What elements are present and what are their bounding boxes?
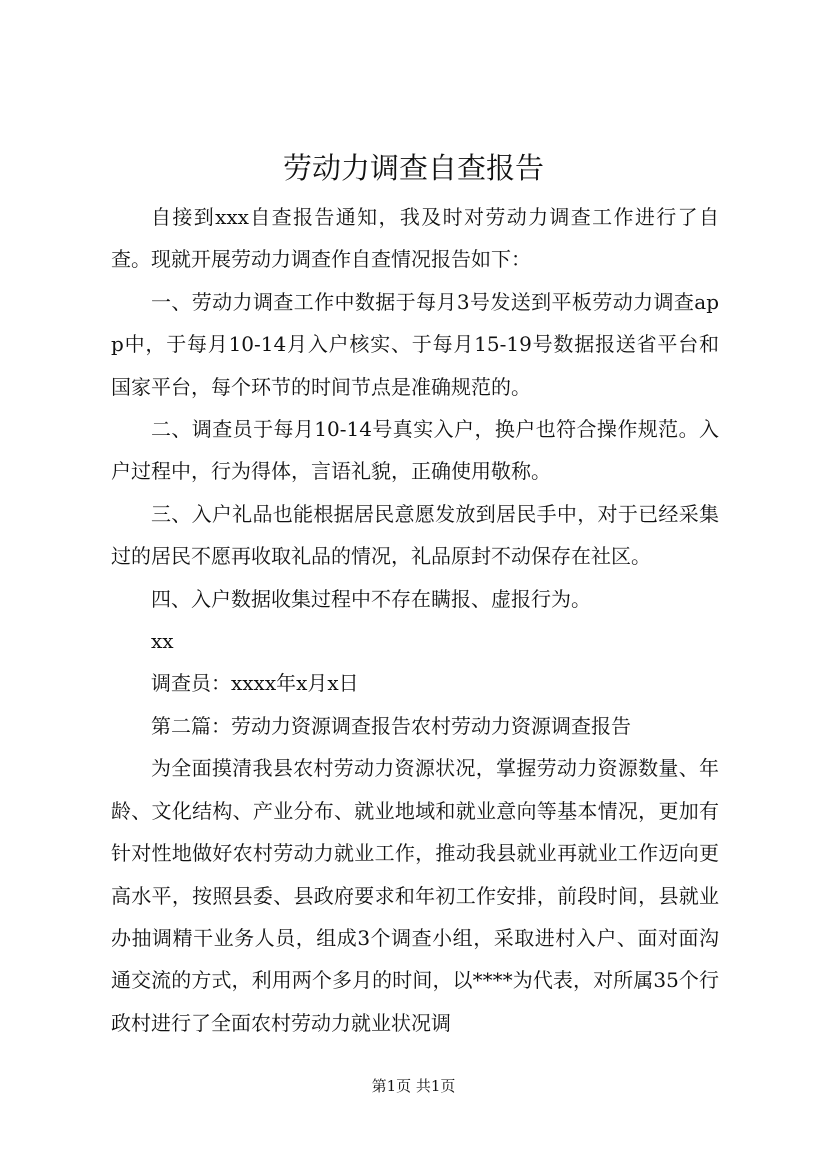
- paragraph-location: xx: [151, 629, 174, 654]
- document-title: 劳动力调查自查报告: [282, 151, 544, 185]
- paragraph-signature: 调查员：xxxx年x月x日: [151, 671, 359, 696]
- page-footer: 第1页 共1页: [371, 1077, 456, 1095]
- paragraph-item-3: 三、入户礼品也能根据居民意愿发放到居民手中，对于已经采集过的居民不愿再收取礼品的情况，礼品原封不动保存在社区。: [111, 501, 719, 569]
- paragraph-item-2: 二、调查员于每月10-14号真实入户，换户也符合操作规范。入户过程中，行为得体，言语礼貌，正确使用敬称。: [111, 417, 719, 484]
- paragraph-item-1: 一、劳动力调查工作中数据于每月3号发送到平板劳动力调查app中，于每月10-14月入户核实、于每月15-19号数据报送省平台和国家平台，每个环节的时间节点是准确规范的。: [111, 289, 719, 399]
- paragraph-section-body: 为全面摸清我县农村劳动力资源状况，掌握劳动力资源数量、年龄、文化结构、产业分布、就业地域和就业意向等基本情况，更加有针对性地做好农村劳动力就业工作，推动我县就业再就业工作迈向更高水平，按照县委、县政府要求和年初工作安排，前段时间，县就业办抽调精干业务人员，组成3个调查小组，采取进村入户、面对面沟通交流的方式，利用两个多月的时间，以****为代表，对所属35个行政村进行了全面农村劳动力就业状况调: [111, 756, 719, 1035]
- document-body: [111, 196, 719, 1044]
- paragraph-section-heading: 第二篇：劳动力资源调查报告农村劳动力资源调查报告: [151, 713, 631, 738]
- paragraph-intro: 自接到xxx自查报告通知，我及时对劳动力调查工作进行了自查。现就开展劳动力调查作自查情况报告如下：: [111, 205, 719, 272]
- paragraph-item-4: 四、入户数据收集过程中不存在瞒报、虚报行为。: [151, 586, 591, 611]
